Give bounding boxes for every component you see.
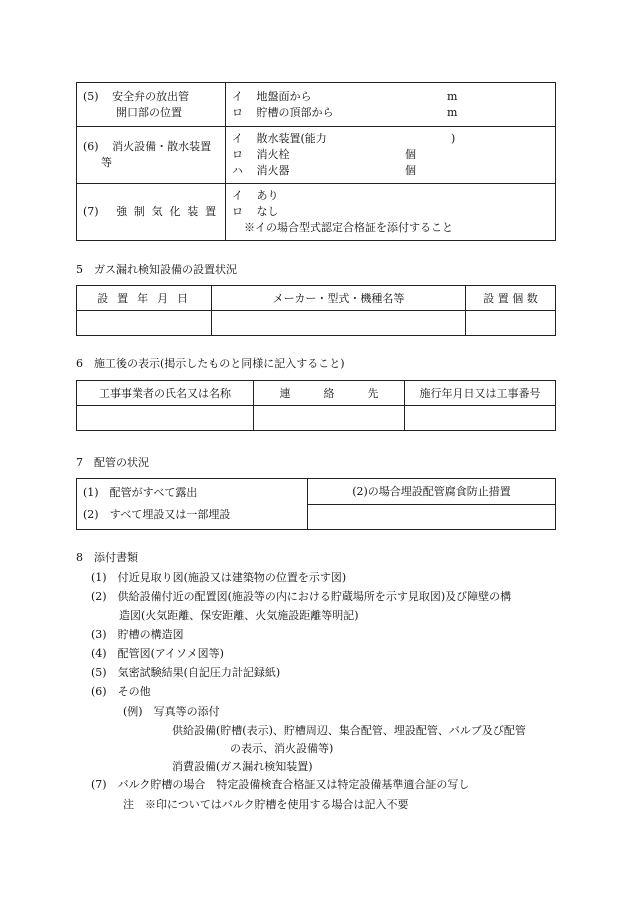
row-value-cell [226, 127, 556, 184]
item-mark: ロ [232, 205, 243, 218]
corrosion-header: (2)の場合埋設配管腐食防止措置 [308, 479, 555, 505]
attachment-example-detail: 供給設備(貯槽(表示)、貯槽周辺、集合配管、埋設配管、バルブ及び配管 [172, 724, 526, 737]
row-number: (6) [83, 140, 99, 153]
table-cell[interactable] [405, 406, 556, 431]
post-construction-table [76, 380, 556, 431]
piping-option-exposed: (1) 配管がすべて露出 [83, 486, 198, 499]
item-text: 消火器 [256, 164, 290, 177]
table-cell[interactable] [212, 311, 466, 336]
row-value-cell [226, 184, 556, 241]
item-text: 消火栓 [256, 148, 290, 161]
col-header-construction-date: 施行年月日又は工事番号 [405, 381, 556, 406]
section6-title: 6 施工後の表示(掲示したものと同様に記入すること) [76, 357, 345, 370]
attachment-item: (6) その他 [91, 685, 151, 698]
piping-option-buried: (2) すべて埋設又は一部埋設 [83, 508, 231, 521]
attachment-note: 注 ※印についてはバルク貯槽を使用する場合は記入不要 [123, 798, 409, 811]
item-mark: ロ [232, 148, 243, 161]
row-label-cell [77, 127, 226, 184]
row-label-cell [77, 184, 226, 241]
attachment-item-continued: 造図(火気距離、保安距離、火気施設距離等明記) [119, 609, 359, 622]
item-text: 貯槽の頂部から [256, 105, 334, 119]
item-mark: ハ [232, 164, 243, 177]
item-mark: イ [232, 89, 243, 103]
row-label-continued: 等 [101, 156, 112, 169]
attachment-example-detail: 消費設備(ガス漏れ検知装置) [172, 760, 313, 773]
col-header-install-count: 設 置 個 数 [466, 286, 556, 311]
attachment-example: (例) 写真等の添付 [123, 705, 220, 718]
section8-title: 8 添付書類 [76, 551, 138, 564]
row-value-cell [226, 83, 556, 127]
item-unit: ) [451, 132, 456, 145]
item-text: あり [256, 189, 279, 202]
attachment-item: (2) 供給設備付近の配置図(施設等の内における貯蔵場所を示す見取図)及び障壁の構 [91, 590, 512, 603]
item-mark: イ [232, 132, 243, 145]
item-mark: イ [232, 189, 243, 202]
row-number: (5) [83, 89, 99, 103]
corrosion-cell [308, 479, 556, 530]
item-unit: 個 [405, 148, 416, 161]
item-unit: 個 [405, 164, 416, 177]
section7-title: 7 配管の状況 [76, 456, 149, 469]
item-text: 地盤面から [256, 89, 312, 103]
item-text: 散水装置(能力 [256, 132, 327, 145]
item-mark: ロ [232, 105, 243, 119]
attachment-example-detail-continued: の表示、消火設備等) [230, 742, 334, 755]
table-row [77, 83, 556, 127]
attachment-item: (5) 気密試験結果(自記圧力計記録紙) [91, 666, 281, 679]
attachment-item: (3) 貯槽の構造図 [91, 628, 184, 641]
equipment-table [76, 82, 556, 241]
row-label-continued: 開口部の位置 [116, 105, 182, 119]
table-row [77, 127, 556, 184]
item-text: なし [256, 205, 279, 218]
section5-title: 5 ガス漏れ検知設備の設置状況 [76, 263, 237, 276]
row-number: (7) [83, 205, 99, 218]
attachment-item: (4) 配管図(アイソメ図等) [91, 647, 224, 660]
attachment-item: (1) 付近見取り図(施設又は建築物の位置を示す図) [91, 571, 347, 584]
col-header-maker-model: メーカー・型式・機種名等 [212, 286, 466, 311]
table-cell[interactable] [77, 406, 254, 431]
item-unit: m [447, 105, 458, 119]
row-label: 消火設備・散水装置 [112, 140, 212, 153]
piping-table [76, 478, 556, 530]
gas-detector-table [76, 285, 556, 336]
table-cell[interactable] [254, 406, 405, 431]
col-header-contact: 連 絡 先 [254, 381, 405, 406]
note-text: ※イの場合型式認定合格証を添付すること [244, 221, 453, 234]
piping-options-cell [77, 479, 308, 530]
item-unit: m [447, 89, 458, 103]
row-label-cell [77, 83, 226, 127]
table-cell[interactable] [466, 311, 556, 336]
table-row [77, 184, 556, 241]
row-label: 安全弁の放出管 [112, 89, 190, 103]
corrosion-value[interactable] [308, 505, 555, 529]
table-cell[interactable] [77, 311, 212, 336]
attachment-item: (7) バルク貯槽の場合 特定設備検査合格証又は特定設備基準適合証の写し [91, 778, 470, 791]
row-label: 強 制 気 化 装 置 [116, 205, 218, 218]
col-header-install-date: 設 置 年 月 日 [77, 286, 212, 311]
col-header-contractor-name: 工事事業者の氏名又は名称 [77, 381, 254, 406]
